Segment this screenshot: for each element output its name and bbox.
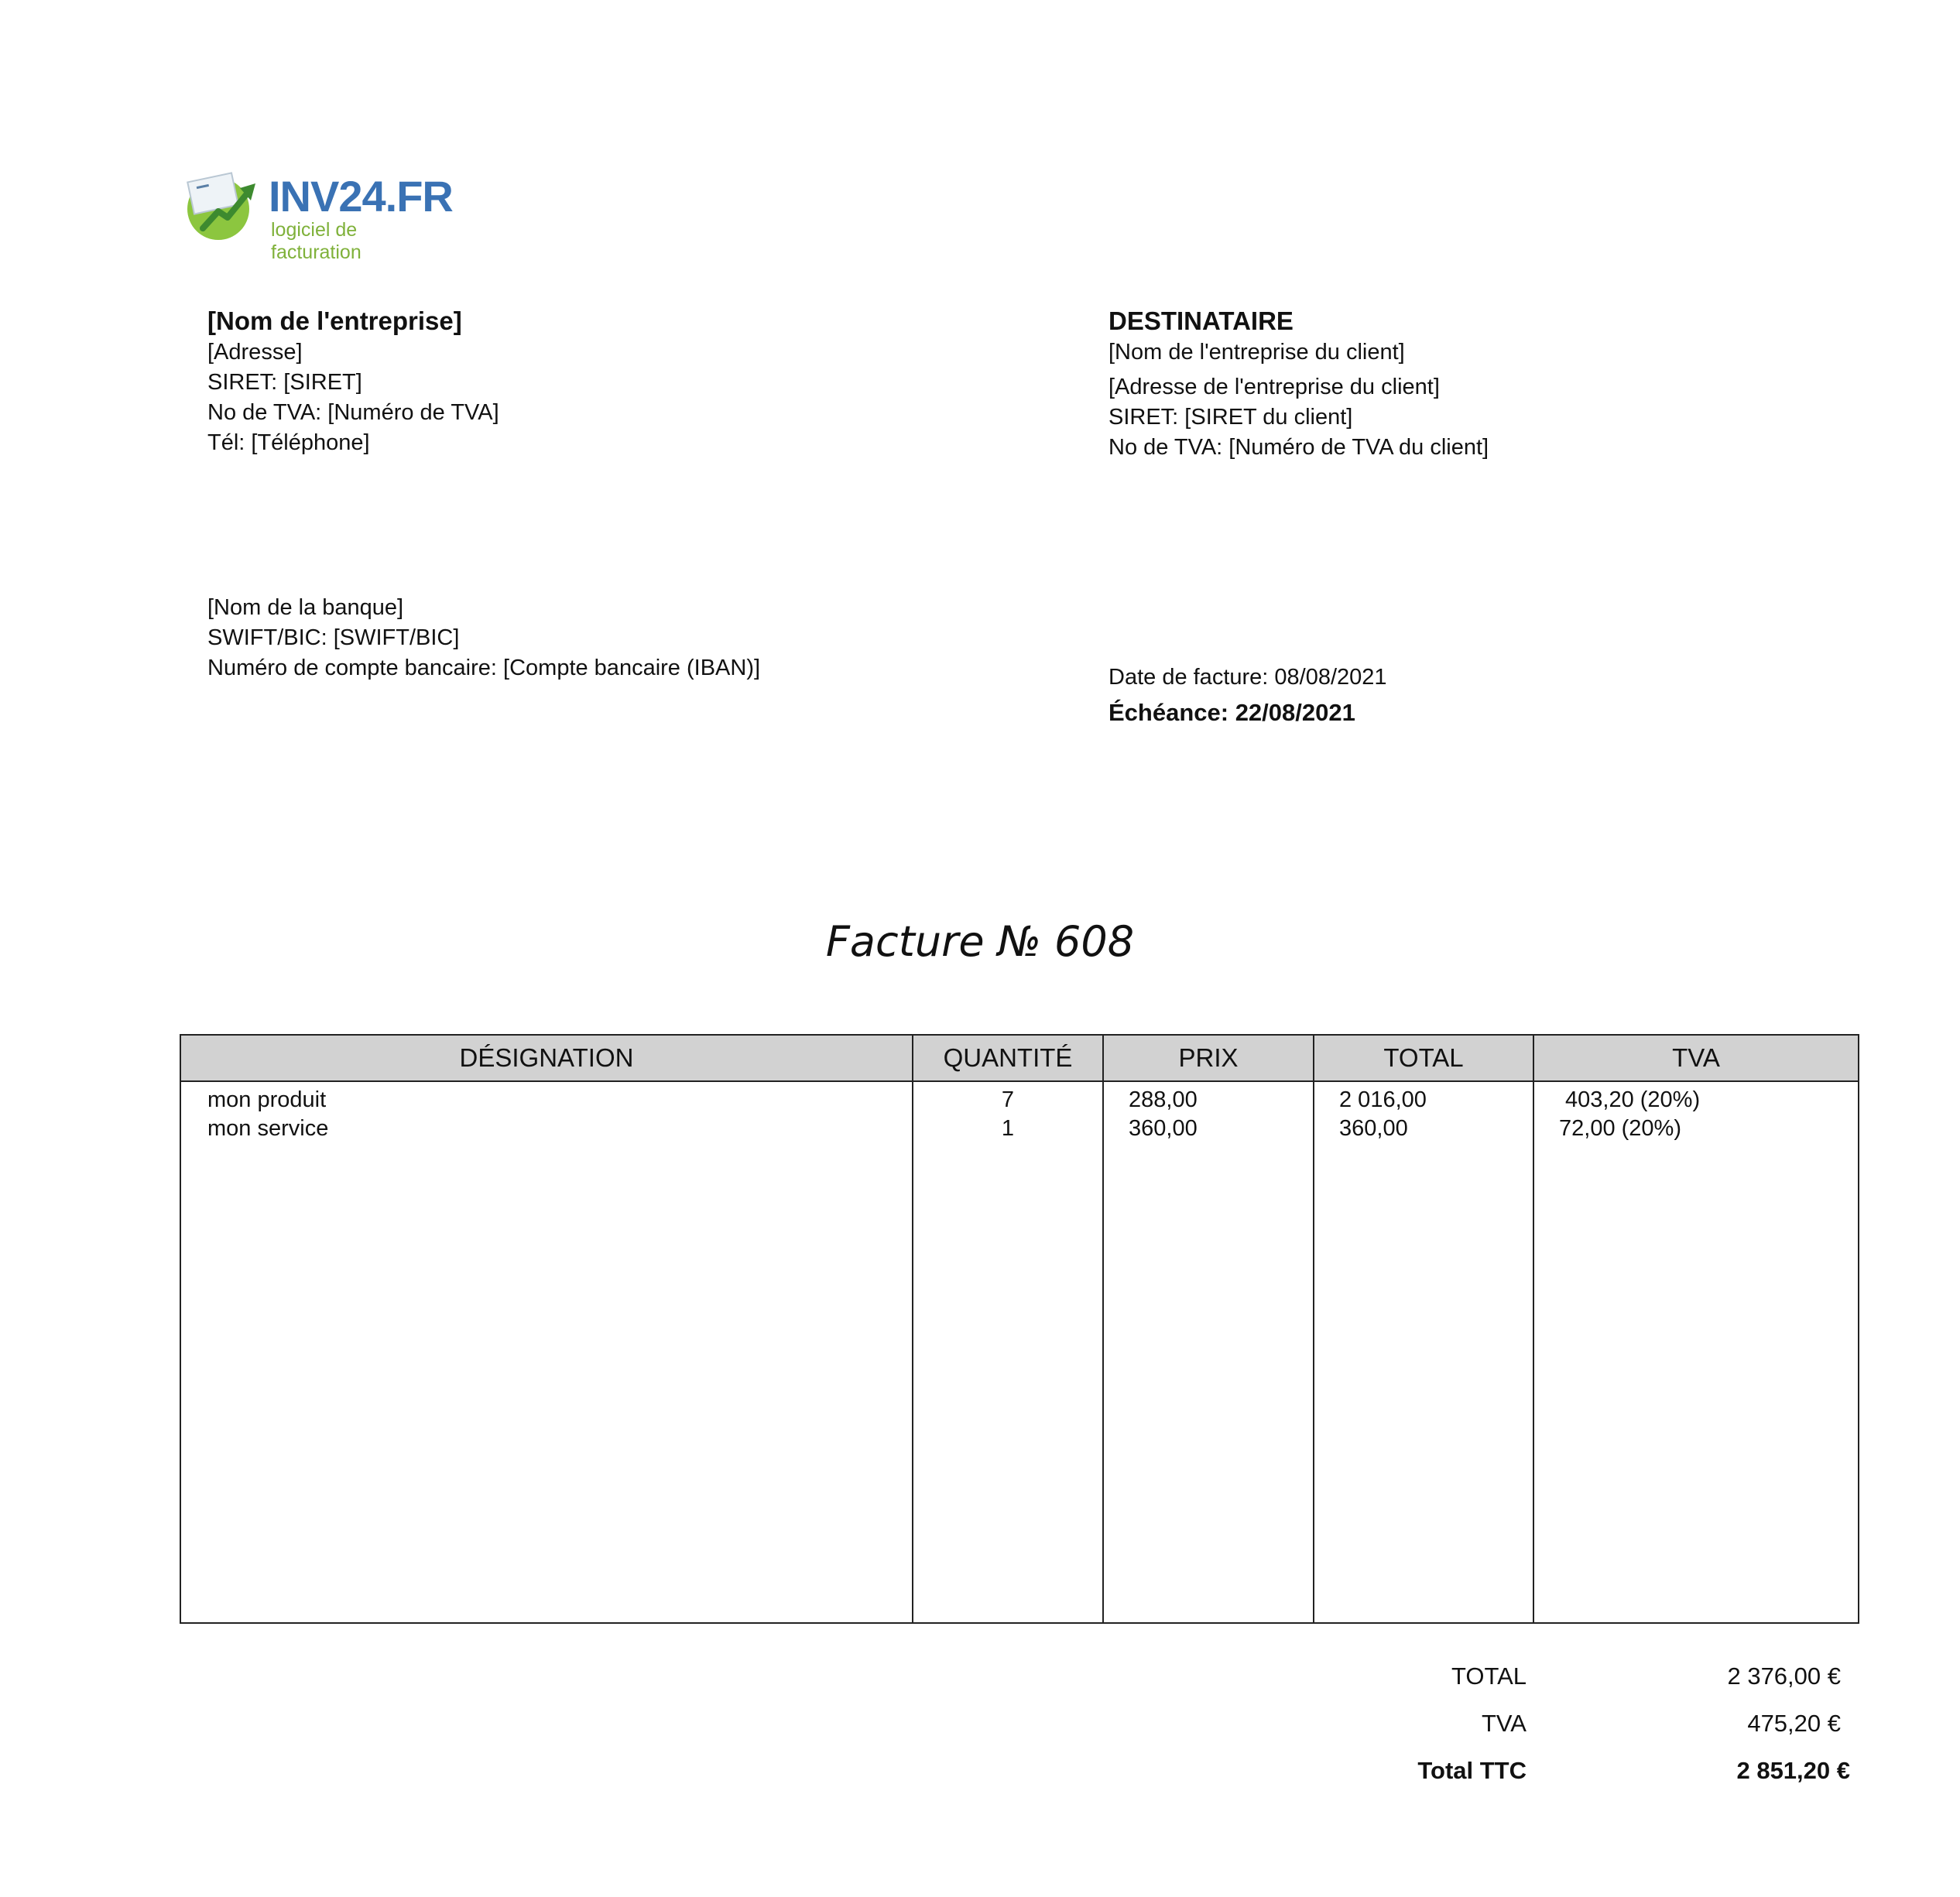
logo-tagline: logiciel de facturation (271, 219, 362, 263)
table-row-tva: 403,20 (20%) (1565, 1087, 1701, 1112)
header-price: PRIX (1178, 1043, 1239, 1072)
items-table (180, 1034, 1859, 1624)
column-divider (1102, 1036, 1104, 1622)
logo-name: INV24.FR (269, 172, 453, 221)
header-tva: TVA (1672, 1043, 1720, 1072)
due-date: Échéance: 22/08/2021 (1108, 699, 1355, 726)
recipient-address: [Adresse de l'entreprise du client] (1108, 375, 1440, 399)
dates-block (1108, 663, 1387, 728)
totals-tva-value: 475,20 € (1747, 1710, 1841, 1737)
bank-block (207, 593, 760, 683)
sender-block (207, 305, 499, 458)
company-logo (180, 166, 453, 263)
invoice-date: Date de facture: 08/08/2021 (1108, 665, 1387, 690)
table-row-designation: mon service (207, 1116, 329, 1141)
table-row-price: 288,00 (1129, 1087, 1198, 1112)
table-row-total: 2 016,00 (1339, 1087, 1427, 1112)
totals-tva-label: TVA (1482, 1710, 1527, 1737)
header-designation: DÉSIGNATION (459, 1043, 634, 1072)
bank-account: Numéro de compte bancaire: [Compte bancaire (IBAN)] (207, 656, 761, 680)
bank-name: [Nom de la banque] (207, 595, 404, 620)
invoice-title: Facture № 608 (825, 917, 1135, 966)
header-total: TOTAL (1383, 1043, 1464, 1072)
totals-ttc-label: Total TTC (1417, 1757, 1527, 1784)
header-quantity: QUANTITÉ (943, 1043, 1073, 1072)
recipient-title: DESTINATAIRE (1108, 306, 1294, 335)
table-row-designation: mon produit (207, 1087, 327, 1112)
sender-address: [Adresse] (207, 340, 303, 365)
column-divider (1533, 1036, 1534, 1622)
table-row-tva: 72,00 (20%) (1559, 1116, 1681, 1141)
table-row-price: 360,00 (1129, 1116, 1198, 1141)
sender-siret: SIRET: [SIRET] (207, 370, 362, 395)
recipient-tva: No de TVA: [Numéro de TVA du client] (1108, 435, 1489, 460)
table-row-quantity: 1 (1001, 1116, 1015, 1141)
recipient-name: [Nom de l'entreprise du client] (1108, 340, 1405, 365)
totals-total-value: 2 376,00 € (1727, 1662, 1841, 1690)
table-row-total: 360,00 (1339, 1116, 1408, 1141)
logo-icon (180, 166, 265, 244)
table-row-quantity: 7 (1001, 1087, 1015, 1112)
sender-tva: No de TVA: [Numéro de TVA] (207, 400, 499, 425)
recipient-siret: SIRET: [SIRET du client] (1108, 405, 1353, 430)
bank-swift: SWIFT/BIC: [SWIFT/BIC] (207, 625, 460, 650)
totals-total-label: TOTAL (1451, 1662, 1527, 1690)
recipient-block (1108, 305, 1489, 463)
sender-name: [Nom de l'entreprise] (207, 306, 462, 335)
column-divider (1313, 1036, 1314, 1622)
sender-phone: Tél: [Téléphone] (207, 430, 370, 455)
totals-ttc-value: 2 851,20 € (1736, 1757, 1850, 1784)
